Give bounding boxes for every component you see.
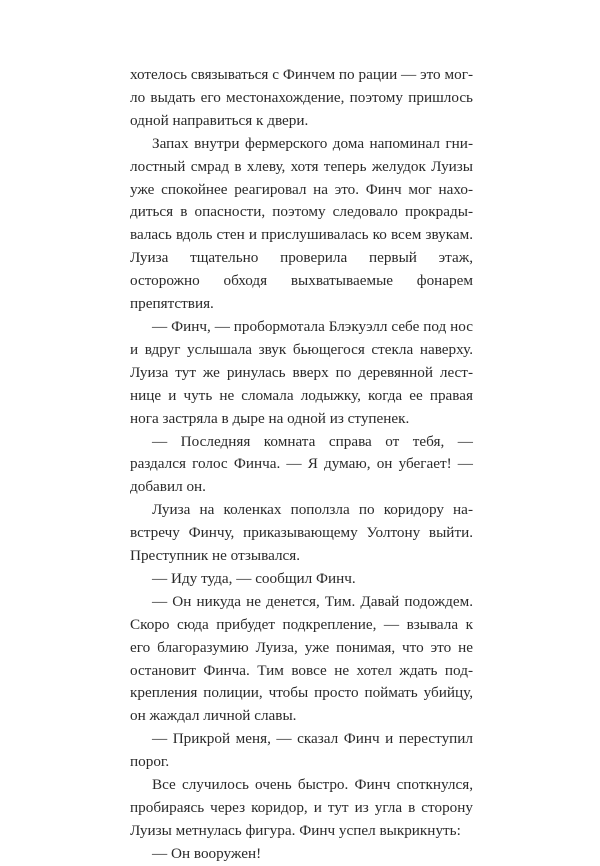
paragraph-last-room: — Последняя комната справа от тебя, — раздался голос Финча. — Я думаю, он убегает! — добавил он. (130, 432, 473, 496)
paragraph-going-there: — Иду туда, — сообщил Финч. (152, 569, 356, 587)
paragraph-armed: — Он вооружен! (152, 844, 262, 862)
paragraph-farmhouse-smell: Запах внутри фермерского дома напоминал гнилостный смрад в хлеву, хотя теперь желудок Луизы уже спокойнее реагировал на это. Финч мог находиться в опасности, поэтому следовало прокрадывалась вдоль стен и прислушивалась ко всем звукам. Луиза тщательно проверила первый этаж, осторожно обходя выхватываемые фонарем препятствия. (130, 134, 473, 313)
paragraph-cover-me: — Прикрой меня, — сказал Финч и переступил порог. (130, 730, 473, 771)
book-page-text (130, 64, 473, 866)
paragraph-corridor-crawl: Луиза на коленках поползла по коридору навстречу Финчу, приказывающему Уолтону выйти. Преступник не отзывался. (130, 501, 473, 565)
paragraph-figure-rushes: Все случилось очень быстро. Финч споткнулся, пробираясь через коридор, и тут из угла в сторону Луизы метнулась фигура. Финч успел выкрикнуть: (130, 776, 473, 839)
paragraph-wait-backup: — Он никуда не денется, Тим. Давай подождем. Скоро сюда прибудет подкрепление, — взывала к его благоразумию Луиза, уже понимая, что это не остановит Финча. Тим вовсе не хотел ждать подкрепления полиции, чтобы просто поймать убийцу, он жаждал личной славы. (130, 592, 473, 725)
paragraph-glass-breaking: — Финч, — пробормотала Блэкуэлл себе под нос и вдруг услышала звук бьющегося стекла наверху. Луиза тут же ринулась вверх по деревянной лестнице и чуть не сломала лодыжку, когда ее правая нога застряла в дыре на одной из ступенек. (130, 317, 473, 427)
paragraph-continuation: хотелось связываться с Финчем по рации — это могло выдать его местонахождение, поэтому пришлось одной направиться к двери. (130, 66, 473, 129)
